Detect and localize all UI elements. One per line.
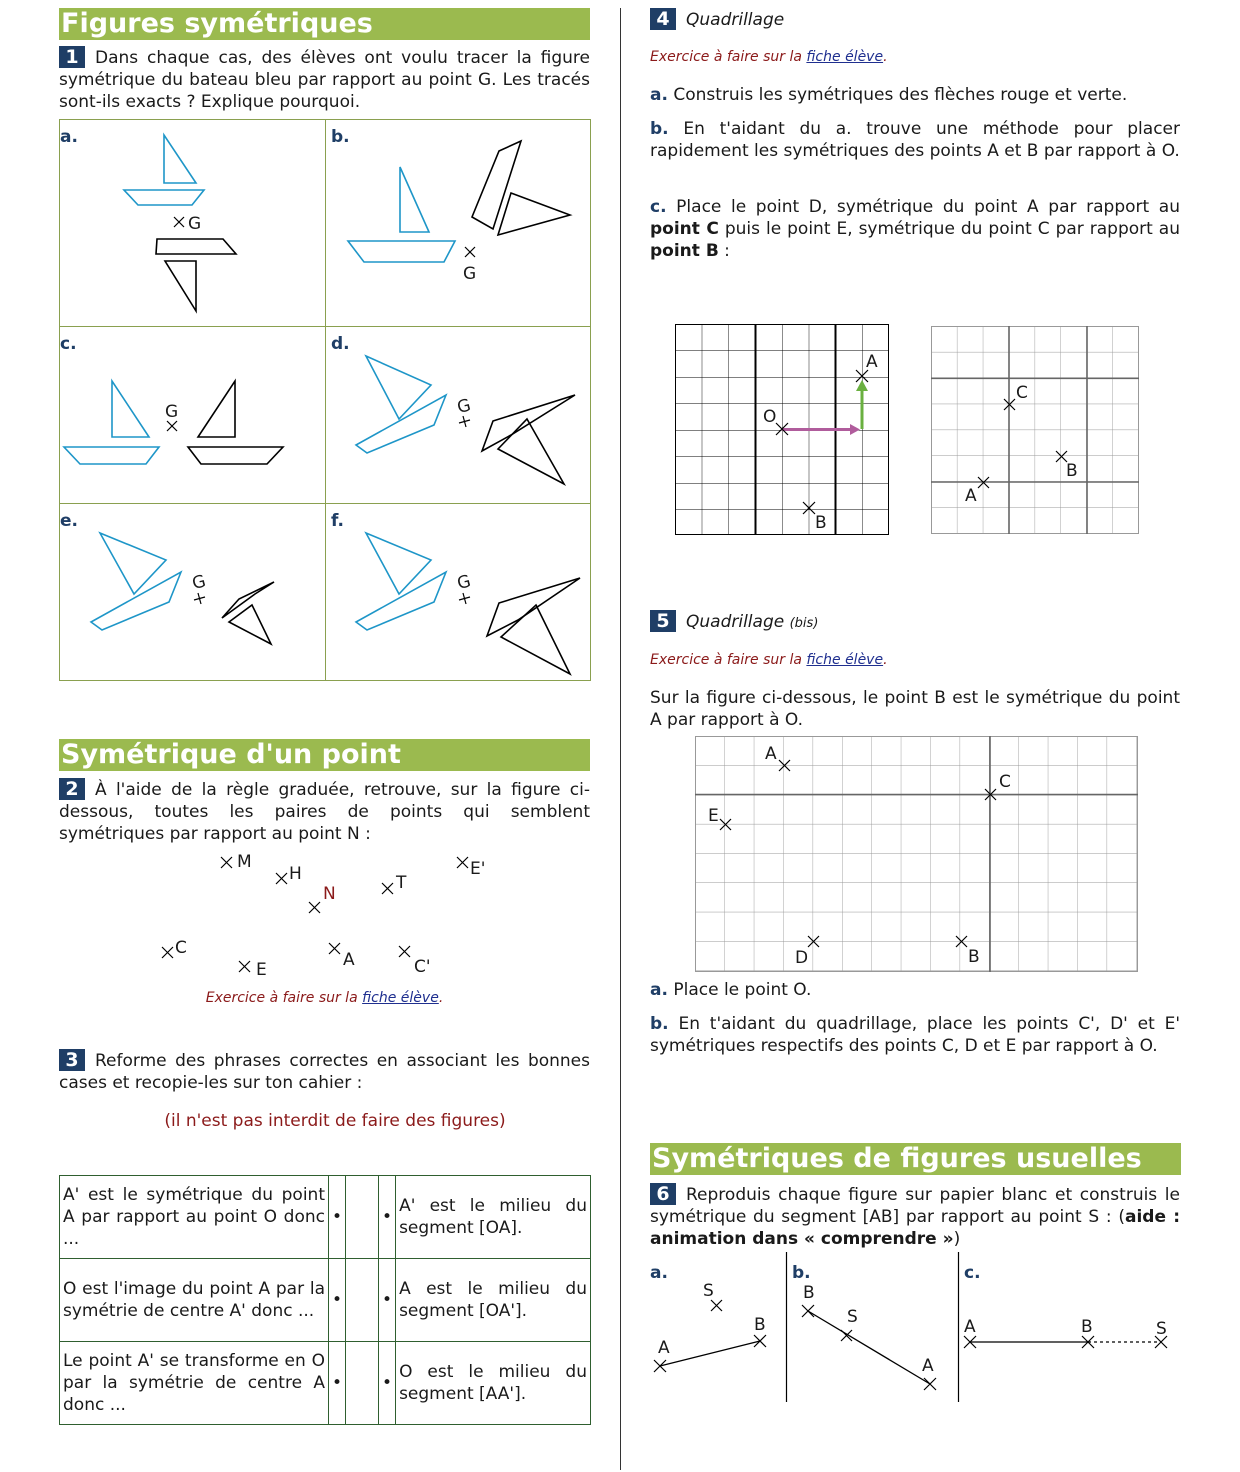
exercise-4-part-c: c. Place le point D, symétrique du point A par rapport au point C puis le point E, symétrique du point C par rapport au point B : [650,197,1180,261]
exercise-5-part-a: a. Place le point O. [650,980,812,1000]
svg-text:G: G [455,571,473,595]
matching-dot-right[interactable]: • [379,1259,396,1342]
point-label-H: H [289,864,302,884]
point-label-E: E [256,960,267,980]
matching-gap [346,1259,379,1342]
grid1-label-O: O [763,407,777,427]
matching-dot-right[interactable]: • [379,1342,396,1425]
matching-left-cell[interactable]: O est l'image du point A par la symétrie de centre A' donc ... [60,1259,329,1342]
cell-label-f: f. [331,511,344,531]
exercise-number-1: 1 [59,46,85,68]
boat-b [348,141,570,284]
exercise-4-grid-1 [675,324,891,538]
exercise-5-header: 5 Quadrillage (bis) [650,610,818,632]
matching-dot-left[interactable]: • [329,1176,346,1259]
point-label-M: M [237,852,252,872]
matching-row [60,1259,591,1342]
ex6-label-a: a. [650,1263,668,1283]
svg-text:G: G [455,395,473,419]
exercise-2-statement [59,778,590,845]
boat-e [91,533,274,644]
exercise-4-title: Quadrillage [686,10,785,30]
exercise-4-part-a: a. Construis les symétriques des flèches rouge et verte. [650,85,1128,105]
exercise-1-boats-grid [59,119,591,681]
point-label-C: C [175,938,187,958]
svg-text:G: G [188,214,202,234]
boat-f [356,533,580,674]
exercise-2-points-figure [150,848,510,983]
exercise-1-text: Dans chaque cas, des élèves ont voulu tracer la figure symétrique du bateau bleu par rapport au point G. Les tracés sont-ils exacts ? Explique pourquoi. [59,48,590,112]
grid2-label-B: B [1066,461,1078,481]
grid2-label-A: A [965,486,977,506]
point-label-C-prime: C' [414,957,431,977]
exercise-5-title: Quadrillage [686,612,785,632]
grid1-label-A: A [866,352,878,372]
boat-c [64,381,283,464]
boat-d [356,356,575,484]
cell-label-a: a. [60,127,78,147]
grid3-label-E: E [708,806,719,826]
exercise-5-grid [695,736,1141,974]
cell-label-d: d. [331,334,350,354]
ex6a-label-S: S [703,1281,714,1301]
exercise-4-header [650,8,784,30]
ex6b-label-A: A [922,1356,934,1376]
section-title-figures-usuelles: Symétriques de figures usuelles [650,1143,1181,1175]
matching-left-cell[interactable]: A' est le symétrique du point A par rapport au point O donc ... [60,1176,329,1259]
matching-row [60,1176,591,1259]
exercise-3-hint: (il n'est pas interdit de faire des figures) [164,1111,506,1131]
cell-label-c: c. [60,334,77,354]
ex6-label-c: c. [964,1263,981,1283]
ex6a-label-B: B [754,1315,766,1335]
exercise-4-note: Exercice à faire sur la fiche élève. [650,49,888,65]
exercise-5-part-b: b. En t'aidant du quadrillage, place les points C', D' et E' symétriques respectifs des points C, D et E par rapport à O. [650,1014,1180,1056]
exercise-number-2: 2 [59,778,85,800]
ex6c-label-A: A [964,1317,976,1337]
exercise-4-part-b: b. En t'aidant du a. trouve une méthode pour placer rapidement les symétriques des points A et B par rapport à O. [650,119,1180,161]
matching-dot-left[interactable]: • [329,1259,346,1342]
exercise-number-4: 4 [650,8,676,30]
matching-right-cell[interactable]: A' est le milieu du segment [OA]. [396,1176,591,1259]
matching-left-cell[interactable]: Le point A' se transforme en O par la symétrie de centre A donc ... [60,1342,329,1425]
grid3-label-B: B [968,947,980,967]
svg-text:G: G [190,571,208,595]
fiche-eleve-link[interactable]: fiche élève [806,49,884,65]
point-label-T: T [396,873,407,893]
point-label-N: N [323,884,336,904]
grid3-label-D: D [795,948,809,968]
matching-right-cell[interactable]: O est le milieu du segment [AA']. [396,1342,591,1425]
ex6c-label-S: S [1156,1319,1167,1339]
ex6c-label-B: B [1081,1317,1093,1337]
ex6-label-b: b. [792,1263,811,1283]
exercise-1-statement [59,46,590,113]
exercise-6-statement: 6 Reproduis chaque figure sur papier blanc et construis le symétrique du segment [AB] par rapport au point S : (aide : animation dans « comprendre ») [650,1183,1180,1249]
grid3-label-C: C [999,772,1011,792]
ex6a-label-A: A [658,1338,670,1358]
svg-text:G: G [165,402,179,422]
exercise-5-note: Exercice à faire sur la fiche élève. [650,652,888,668]
exercise-2-note: Exercice à faire sur la fiche élève. [205,990,444,1006]
exercise-number-6: 6 [650,1183,676,1205]
boat-a [124,135,236,311]
grid1-label-B: B [815,513,827,533]
grid2-label-C: C [1016,383,1028,403]
cell-label-b: b. [331,127,350,147]
svg-text:G: G [463,264,477,284]
grid3-label-A: A [765,744,777,764]
exercise-3-matching-table [59,1175,591,1425]
section-title-figures-symetriques: Figures symétriques [59,8,590,40]
point-label-E-prime: E' [470,859,486,879]
exercise-3-statement [59,1049,590,1094]
matching-right-cell[interactable]: A est le milieu du segment [OA']. [396,1259,591,1342]
matching-dot-right[interactable]: • [379,1176,396,1259]
cell-label-e: e. [60,511,78,531]
exercise-6-figures [648,1252,1188,1404]
exercise-number-5: 5 [650,610,676,632]
point-label-A: A [343,950,355,970]
section-title-symetrique-point: Symétrique d'un point [59,739,590,771]
exercise-4-grid-2 [931,326,1141,536]
exercise-number-3: 3 [59,1049,85,1071]
matching-row [60,1342,591,1425]
column-divider [620,8,621,1470]
matching-gap [346,1342,379,1425]
exercise-5-intro: Sur la figure ci-dessous, le point B est le symétrique du point A par rapport à O. [650,688,1180,730]
exercise-3-text: Reforme des phrases correctes en associant les bonnes cases et recopie-les sur ton cahier : [59,1051,590,1093]
fiche-eleve-link[interactable]: fiche élève [362,990,439,1006]
ex6b-label-S: S [847,1307,858,1327]
exercise-2-text: À l'aide de la règle graduée, retrouve, sur la figure ci-dessous, toutes les paires de points qui semblent symétriques par rapport au point N : [59,780,590,844]
ex6b-label-B: B [803,1283,815,1303]
matching-gap [346,1176,379,1259]
matching-dot-left[interactable]: • [329,1342,346,1425]
fiche-eleve-link[interactable]: fiche élève [806,652,884,668]
